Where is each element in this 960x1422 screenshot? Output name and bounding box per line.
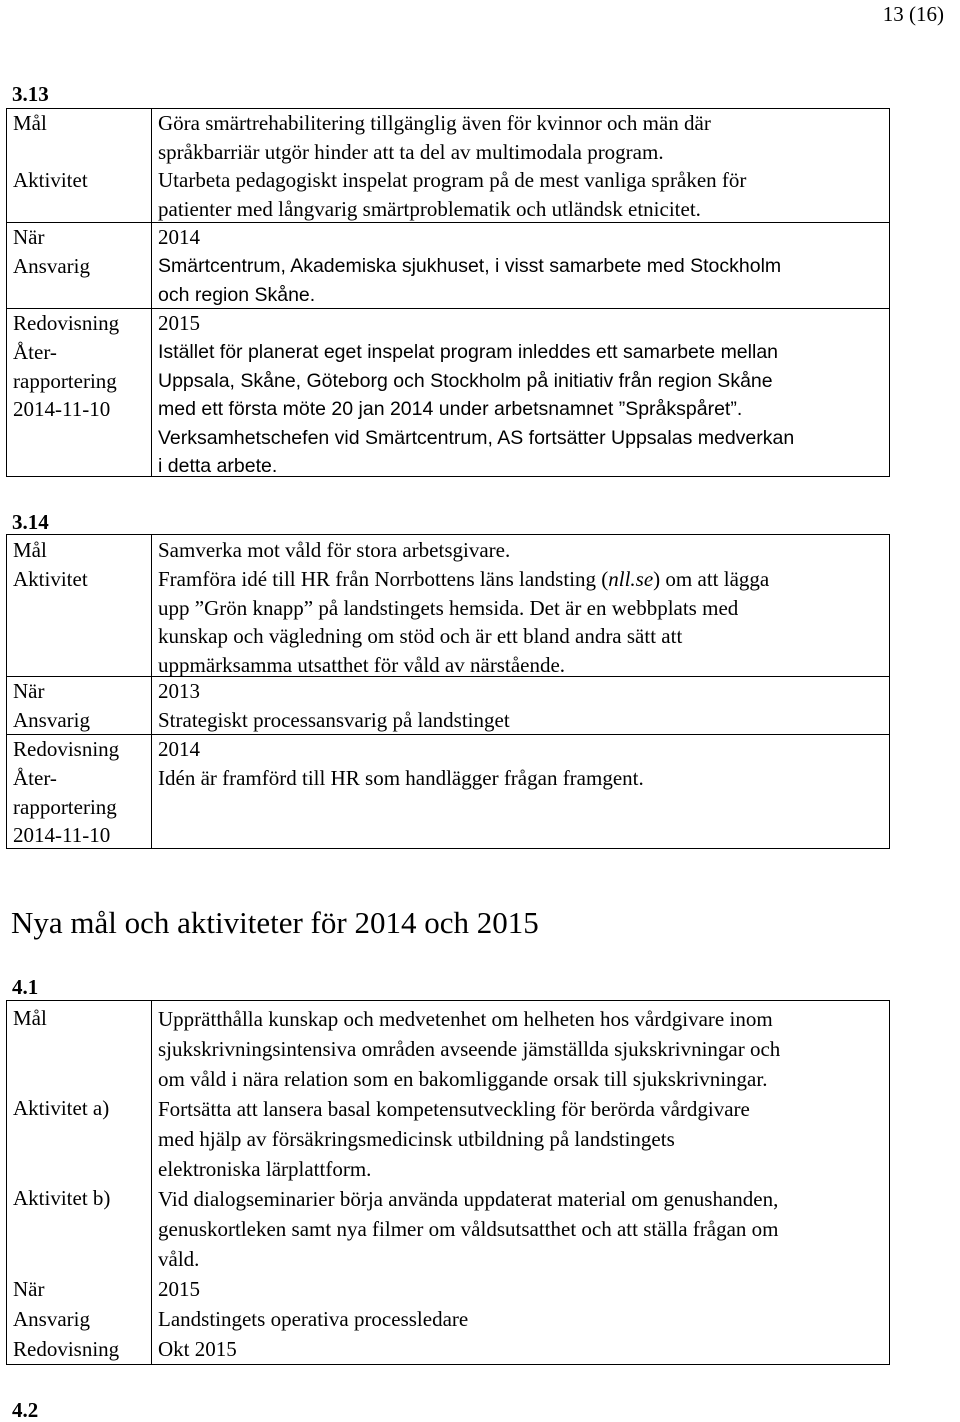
section-number-4-1: 4.1 — [12, 975, 39, 999]
page-number: 13 (16) — [882, 2, 944, 26]
ansvarig-label: Ansvarig — [13, 1307, 90, 1331]
section-number-4-2: 4.2 — [12, 1398, 39, 1422]
aktivitet-b-label: Aktivitet b) — [13, 1186, 111, 1210]
nar-value: 2015 — [158, 1277, 200, 1301]
mal-value: Samverka mot våld för stora arbetsgivare. — [158, 538, 511, 562]
mal-value: Göra smärtrehabilitering tillgänglig även för kvinnor och män där språkbarriär utgör hinder att ta del av multimodala program. — [158, 111, 711, 164]
redovisning-label: Redovisning — [13, 737, 120, 761]
aktivitet-value: Utarbeta pedagogiskt inspelat program på de mest vanliga språken för patienter med långvarig smärtproblematik och utländsk etnicitet. — [158, 168, 747, 221]
aterrapportering-label: Åter- rapportering 2014-11-10 — [13, 766, 117, 847]
aktivitet-a-value: Fortsätta att lansera basal kompetensutveckling för berörda vårdgivare med hjälp av försäkringsmedicinsk utbildning på landstingets elektroniska lärplattform. — [158, 1097, 750, 1181]
ansvarig-label: Ansvarig — [13, 708, 90, 732]
ansvarig-label: Ansvarig — [13, 254, 90, 278]
section-heading: Nya mål och aktiviteter för 2014 och 2015 — [11, 905, 539, 940]
aktivitet-b-value: Vid dialogseminarier börja använda uppdaterat material om genushanden, genuskortleken samt nya filmer om våldsutsatthet och att ställa frågan om våld. — [158, 1187, 779, 1271]
table-3-13 — [6, 108, 890, 477]
mal-label: Mål — [13, 1006, 47, 1030]
redovisning-value: 2014 — [158, 737, 200, 761]
nar-label: När — [13, 225, 45, 249]
aktivitet-value: Framföra idé till HR från Norrbottens läns landsting (nll.se) om att lägga upp ”Grön knapp” på landstingets hemsida. Det är en webbplats med kunskap och vägledning om stöd och är ett bland andra sätt att uppmärksamma utsatthet för våld av närstående. — [158, 567, 770, 677]
mal-label: Mål — [13, 111, 47, 135]
column-divider — [151, 535, 152, 848]
redovisning-value: 2015 — [158, 311, 200, 335]
column-divider — [151, 1001, 152, 1364]
aterrapportering-label: Åter- rapportering 2014-11-10 — [13, 340, 117, 421]
nar-value: 2014 — [158, 225, 200, 249]
nar-label: När — [13, 1277, 45, 1301]
table-3-14 — [6, 534, 890, 849]
aterrapportering-value: Idén är framförd till HR som handlägger frågan framgent. — [158, 766, 644, 790]
column-divider — [151, 109, 152, 476]
redovisning-label: Redovisning — [13, 1337, 120, 1361]
redovisning-value: Okt 2015 — [158, 1337, 237, 1361]
aterrapportering-value: Istället för planerat eget inspelat program inleddes ett samarbete mellan Uppsala, Skåne, Göteborg och Stockholm på initiativ från region Skåne med ett första möte 20 jan 2014 under arbetsnamnet ”Språkspåret”. Verksamhetschefen vid Smärtcentrum, AS fortsätter Uppsalas medverkan i detta arbete. — [158, 341, 795, 477]
redovisning-label: Redovisning — [13, 311, 120, 335]
aktivitet-label: Aktivitet — [13, 567, 88, 591]
nar-value: 2013 — [158, 679, 200, 703]
section-number-3-13: 3.13 — [12, 82, 49, 106]
table-4-1 — [6, 1000, 890, 1365]
mal-value: Upprätthålla kunskap och medvetenhet om helheten hos vårdgivare inom sjukskrivningsintensiva områden avseende jämställda sjukskrivningar och om våld i nära relation som en bakomliggande orsak till sjukskrivningar. — [158, 1007, 781, 1091]
ansvarig-value: Landstingets operativa processledare — [158, 1307, 469, 1331]
section-number-3-14: 3.14 — [12, 510, 49, 534]
aktivitet-a-label: Aktivitet a) — [13, 1096, 110, 1120]
aktivitet-label: Aktivitet — [13, 168, 88, 192]
mal-label: Mål — [13, 538, 47, 562]
nar-label: När — [13, 679, 45, 703]
ansvarig-value: Smärtcentrum, Akademiska sjukhuset, i visst samarbete med Stockholm och region Skåne. — [158, 255, 782, 306]
website-name: nll.se — [608, 567, 654, 591]
ansvarig-value: Strategiskt processansvarig på landstinget — [158, 708, 510, 732]
